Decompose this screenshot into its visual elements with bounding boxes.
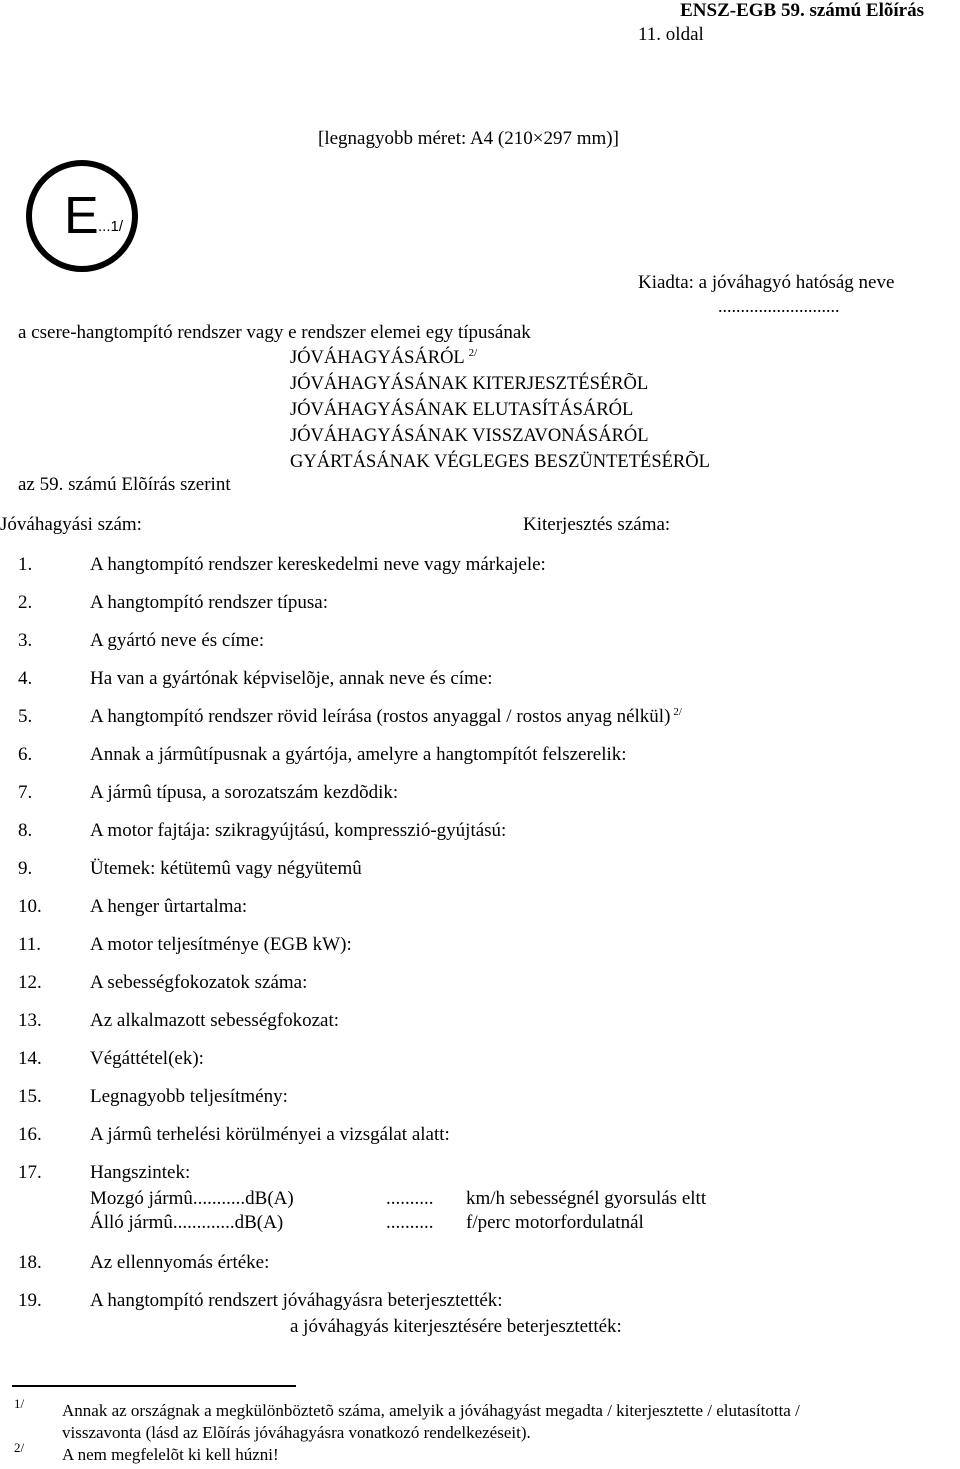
item-number: 12. bbox=[18, 972, 42, 993]
sound-standing-rpm-dots: .......... bbox=[386, 1212, 434, 1233]
item-text: A motor teljesítménye (EGB kW): bbox=[90, 934, 352, 955]
action-approval: JÓVÁHAGYÁSÁRÓL $^{2/}$ bbox=[290, 346, 478, 368]
footnote-mark: 2/ bbox=[14, 1440, 25, 1455]
max-size-note: [legnagyobb méret: A4 (210×297 mm)] bbox=[318, 128, 619, 149]
item-text: Annak a jármûtípusnak a gyártója, amelyre a hangtompítót felszerelik: bbox=[90, 744, 627, 765]
item-number: 16. bbox=[18, 1124, 42, 1145]
footnote-text: A nem megfelelõt ki kell húzni! bbox=[62, 1445, 279, 1464]
item-text: A hangtompító rendszer kereskedelmi neve vagy márkajele: bbox=[90, 554, 546, 575]
sound-moving-speed-dots: .......... bbox=[386, 1188, 434, 1209]
action-discontinued: GYÁRTÁSÁNAK VÉGLEGES BESZÜNTETÉSÉRÕL bbox=[290, 452, 710, 472]
issued-by: Kiadta: a jóváhagyó hatóság neve bbox=[638, 272, 895, 293]
item-number: 8. bbox=[18, 820, 33, 841]
footnote-text: Annak az országnak a megkülönböztetõ száma, amelyik a jóváhagyást megadta / kiterjesztette / elutasította / bbox=[62, 1401, 800, 1420]
item-text: A sebességfokozatok száma: bbox=[90, 972, 308, 993]
item-text: Az ellennyomás értéke: bbox=[90, 1252, 270, 1273]
footnote-mark: 1/ bbox=[14, 1396, 25, 1411]
item-text: A gyártó neve és címe: bbox=[90, 630, 265, 651]
sound-standing-rpm-label: f/perc motorfordulatnál bbox=[466, 1212, 644, 1233]
item-text: Ütemek: kétütemû vagy négyütemû bbox=[90, 858, 362, 879]
item-number: 1. bbox=[18, 554, 33, 575]
sound-standing-level: Álló jármû.............dB(A) bbox=[90, 1212, 284, 1233]
page-number: 11. oldal bbox=[638, 24, 704, 45]
issued-by-dots: ........................... bbox=[718, 296, 840, 316]
footnote-separator bbox=[12, 1385, 296, 1387]
item-text: Hangszintek: bbox=[90, 1162, 191, 1183]
action-withdrawal: JÓVÁHAGYÁSÁNAK VISSZAVONÁSÁRÓL bbox=[290, 426, 649, 446]
action-footnote-ref: 2/ bbox=[468, 346, 478, 359]
item-number: 17. bbox=[18, 1162, 42, 1183]
item-number: 13. bbox=[18, 1010, 42, 1031]
regulation-line: az 59. számú Elõírás szerint bbox=[18, 474, 231, 495]
item-number: 4. bbox=[18, 668, 33, 689]
approval-number-label: Jóváhagyási szám: bbox=[0, 514, 142, 535]
item-number: 6. bbox=[18, 744, 33, 765]
item-number: 14. bbox=[18, 1048, 42, 1069]
item-number: 18. bbox=[18, 1252, 42, 1273]
item-text: A jármû típusa, a sorozatszám kezdõdik: bbox=[90, 782, 399, 803]
item-text-extension: a jóváhagyás kiterjesztésére beterjesztették: bbox=[290, 1316, 622, 1337]
regulation-title: ENSZ-EGB 59. számú Elõírás bbox=[680, 0, 924, 21]
item-number: 19. bbox=[18, 1290, 42, 1311]
item-number: 3. bbox=[18, 630, 33, 651]
item-text: Az alkalmazott sebességfokozat: bbox=[90, 1010, 340, 1031]
item-number: 7. bbox=[18, 782, 33, 803]
item-text: A hangtompító rendszer rövid leírása (rostos anyaggal / rostos anyag nélkül) $^{2/}$ bbox=[90, 705, 682, 727]
item-text: A hangtompító rendszert jóváhagyásra beterjesztették: bbox=[90, 1290, 503, 1311]
sound-moving-level: Mozgó jármû...........dB(A) bbox=[90, 1188, 294, 1209]
approval-mark-circle bbox=[26, 160, 138, 272]
action-extension: JÓVÁHAGYÁSÁNAK KITERJESZTÉSÉRÕL bbox=[290, 374, 649, 394]
approval-mark-letter: E bbox=[64, 187, 99, 245]
item-text: A henger ûrtartalma: bbox=[90, 896, 248, 917]
item-number: 15. bbox=[18, 1086, 42, 1107]
item-text: Legnagyobb teljesítmény: bbox=[90, 1086, 288, 1107]
item-number: 2. bbox=[18, 592, 33, 613]
item-number: 11. bbox=[18, 934, 42, 955]
item-text: Ha van a gyártónak képviselõje, annak neve és címe: bbox=[90, 668, 493, 689]
item-number: 9. bbox=[18, 858, 33, 879]
sound-moving-speed-label: km/h sebességnél gyorsulás eltt bbox=[466, 1188, 707, 1209]
concerning-line: a csere-hangtompító rendszer vagy e rendszer elemei egy típusának bbox=[18, 322, 531, 343]
item-text: A hangtompító rendszer típusa: bbox=[90, 592, 328, 613]
item-text: A motor fajtája: szikragyújtású, kompresszió-gyújtású: bbox=[90, 820, 507, 841]
item-text: A jármû terhelési körülményei a vizsgálat alatt: bbox=[90, 1124, 450, 1145]
item-text: Végáttétel(ek): bbox=[90, 1048, 204, 1069]
item-number: 10. bbox=[18, 896, 42, 917]
item-number: 5. bbox=[18, 706, 33, 727]
footnote-text-continued: visszavonta (lásd az Elõírás jóváhagyásra vonatkozó rendelkezéseit). bbox=[62, 1423, 531, 1442]
item-footnote-ref: 2/ bbox=[673, 705, 682, 718]
extension-number-label: Kiterjesztés száma: bbox=[523, 514, 671, 535]
approval-mark-ref: ...1/ bbox=[98, 218, 124, 235]
action-refusal: JÓVÁHAGYÁSÁNAK ELUTASÍTÁSÁRÓL bbox=[290, 400, 634, 420]
